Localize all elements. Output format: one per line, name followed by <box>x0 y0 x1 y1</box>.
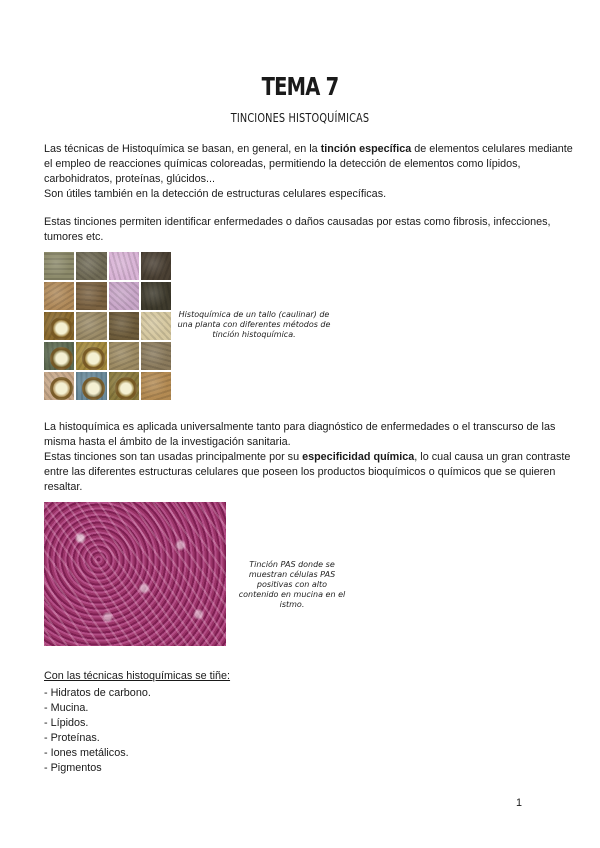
stain-list-item: - Iones metálicos. <box>44 747 129 759</box>
stain-list-item: - Lípidos. <box>44 717 89 729</box>
mosaic-tile <box>44 282 74 310</box>
intro-bold-term: tinción específica <box>320 143 412 155</box>
stem-section-ring <box>50 347 73 370</box>
mosaic-tile <box>76 312 106 340</box>
intro-text-b: de elementos celulares mediante el empleo de reacciones químicas coloreadas, permitiendo la detección de elementos como lípidos, carbohidratos, proteínas, glúcidos... <box>44 143 573 185</box>
diseases-text: Estas tinciones permiten identificar enfermedades o daños causadas por estas como fibrosis, infecciones, tumores etc. <box>44 216 551 243</box>
mosaic-tile <box>109 372 139 400</box>
pas-stain-micrograph <box>44 502 226 646</box>
mosaic-tile <box>44 342 74 370</box>
mosaic-tile <box>109 282 139 310</box>
application-text: La histoquímica es aplicada universalmente tanto para diagnóstico de enfermedades o el transcurso de las misma hasta el ámbito de la investigación sanitaria. <box>44 421 556 448</box>
mosaic-tile <box>141 342 171 370</box>
mosaic-tile <box>76 252 106 280</box>
page-title: TEMA 7 <box>261 72 339 101</box>
mosaic-caption: Histoquímica de un tallo (caulinar) de una planta con diferentes métodos de tinción histoquímica. <box>177 310 331 339</box>
stem-section-ring <box>50 317 73 340</box>
stain-list-title: Con las técnicas histoquímicas se tiñe: <box>44 670 231 682</box>
mosaic-tile <box>141 372 171 400</box>
specificity-text <box>44 450 574 495</box>
mosaic-tile <box>76 372 106 400</box>
stem-section-ring <box>82 347 105 370</box>
stain-list-item: - Proteínas. <box>44 732 100 744</box>
page-subtitle: TINCIONES HISTOQUÍMICAS <box>230 110 370 125</box>
specificity-text-b: , lo cual causa un gran contraste entre las diferentes estructuras celulares que poseen los productos bioquímicos o químicos que se quieren resaltar. <box>44 451 571 493</box>
mosaic-tile <box>76 282 106 310</box>
mosaic-tile <box>44 312 74 340</box>
mosaic-tile <box>109 312 139 340</box>
pas-caption: Tinción PAS donde se muestran células PAS positivas con alto contenido en mucina en el istmo. <box>238 560 346 609</box>
stem-section-ring <box>115 377 138 400</box>
stain-list-item: - Pigmentos <box>44 762 102 774</box>
application-paragraph <box>44 420 574 495</box>
stem-section-ring <box>50 377 73 400</box>
page-number: 1 <box>516 797 523 809</box>
intro-text <box>44 142 574 187</box>
stem-section-ring <box>82 377 105 400</box>
mosaic-tile <box>44 372 74 400</box>
mosaic-tile <box>44 252 74 280</box>
mosaic-tile <box>109 252 139 280</box>
mosaic-tile <box>109 342 139 370</box>
diseases-paragraph <box>44 215 574 245</box>
specificity-bold-term: especificidad química <box>302 451 415 463</box>
stain-list-item: - Mucina. <box>44 702 89 714</box>
stain-list-item: - Hidratos de carbono. <box>44 687 151 699</box>
stain-list <box>44 686 151 776</box>
intro-paragraph <box>44 142 574 202</box>
intro-text-2: Son útiles también en la detección de estructuras celulares específicas. <box>44 188 387 200</box>
mosaic-tile <box>141 282 171 310</box>
intro-text-a: Las técnicas de Histoquímica se basan, en general, en la <box>44 143 321 155</box>
mosaic-tile <box>141 252 171 280</box>
mosaic-tile <box>76 342 106 370</box>
mosaic-tile <box>141 312 171 340</box>
histochemistry-mosaic-image <box>44 252 171 400</box>
specificity-text-a: Estas tinciones son tan usadas principalmente por su <box>44 451 303 463</box>
